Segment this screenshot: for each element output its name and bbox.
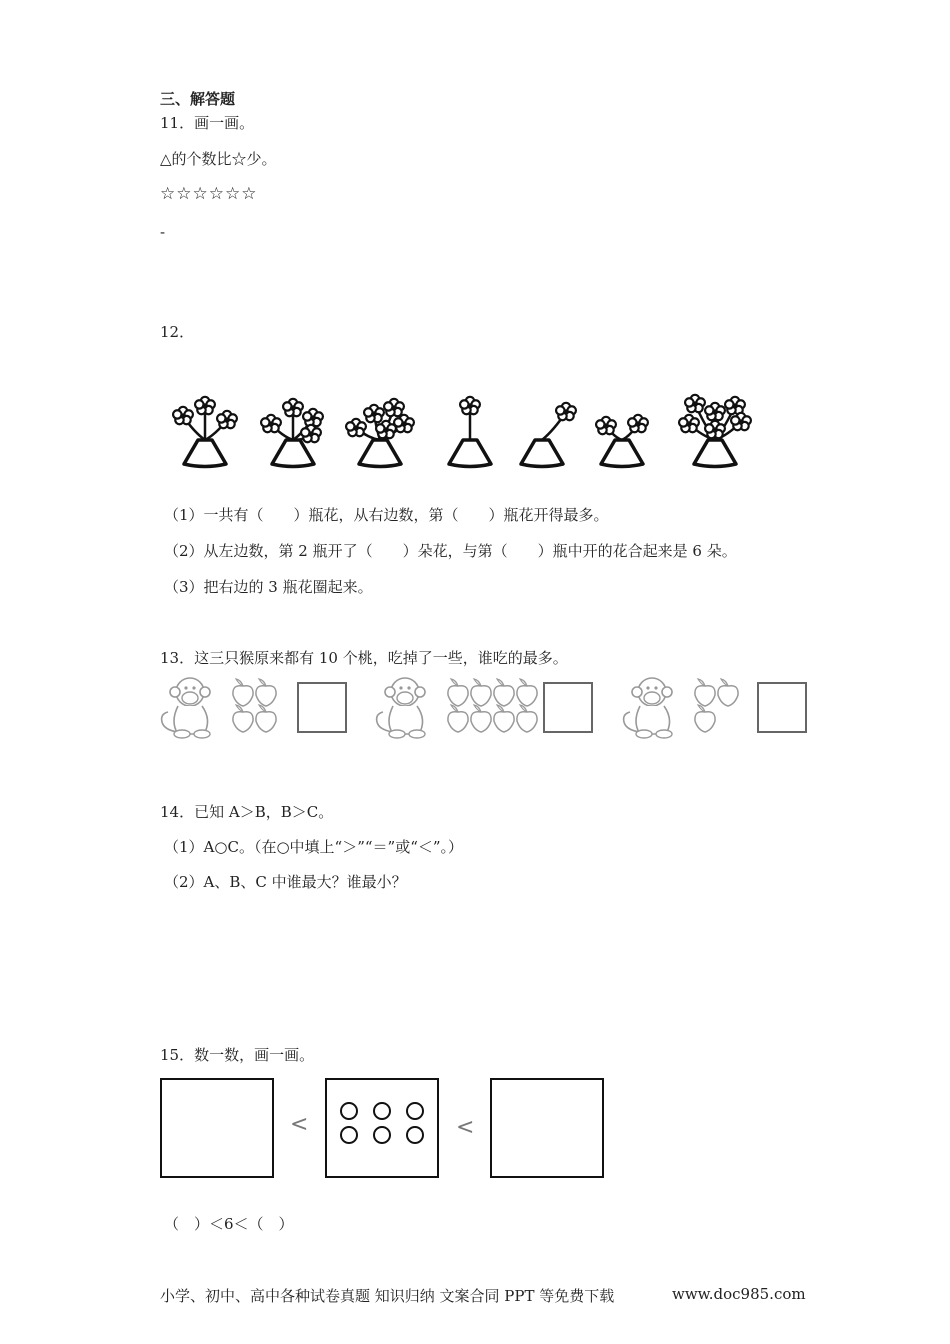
footer-url: www.doc985.com: [672, 1285, 806, 1303]
q15-text: 数一数，画一画。: [194, 1046, 315, 1064]
circle-mark: [374, 1127, 390, 1143]
peach-icon: [718, 679, 738, 706]
flower: [217, 411, 237, 428]
q14-sub2: （2）A、B、C 中谁最大？谁最小？: [164, 873, 407, 891]
q14-line: [160, 802, 333, 822]
flower: [679, 415, 699, 432]
monkey-icon: [162, 678, 210, 738]
q11-line: [160, 113, 254, 133]
question-number: 13．: [160, 649, 195, 667]
answer-box[interactable]: [298, 683, 346, 732]
peach-icon: [695, 679, 715, 706]
footer-left: 小学、初中、高中各种试卷真题 知识归纳 文案合同 PPT 等免费下载: [160, 1287, 615, 1305]
monkey-group: [162, 678, 346, 738]
q12-sub1: （1）一共有（ ）瓶花，从右边数，第（ ）瓶花开得最多。: [164, 506, 609, 524]
q12-sub3: （3）把右边的 3 瓶花圈起来。: [164, 578, 373, 596]
q12-number: 12．: [160, 323, 195, 341]
vase-shape: [521, 440, 563, 467]
q15-line: [160, 1045, 314, 1065]
flower: [705, 421, 725, 438]
answer-box[interactable]: [544, 683, 592, 732]
flower-vase: [596, 415, 648, 467]
peach-icon: [256, 679, 276, 706]
peach-icon: [695, 705, 715, 732]
peach-icon: [256, 705, 276, 732]
monkey-icon: [377, 678, 425, 738]
flower-vases-figure: [160, 388, 780, 478]
monkey-group: [377, 678, 592, 738]
flower: [705, 403, 725, 420]
peach-icon: [494, 679, 514, 706]
vase-shape: [601, 440, 643, 467]
peach-icon: [471, 705, 491, 732]
question-number: 14．: [160, 803, 195, 821]
question-number: 11．: [160, 114, 195, 132]
flower-vase: [449, 397, 491, 467]
flower: [303, 409, 323, 426]
monkey-group: [624, 678, 806, 738]
flower: [596, 417, 616, 434]
flower: [394, 415, 414, 432]
circle-mark: [407, 1127, 423, 1143]
vase-shape: [359, 440, 401, 467]
q13-line: [160, 648, 568, 668]
peach-icon: [448, 679, 468, 706]
vase-shape: [449, 440, 491, 467]
circle-mark: [341, 1127, 357, 1143]
circle-mark: [407, 1103, 423, 1119]
flower-vase: [679, 395, 751, 467]
flower: [301, 425, 321, 442]
circle-mark: [374, 1103, 390, 1119]
q14-text: 已知 A＞B，B＞C。: [194, 803, 334, 821]
q11-dash: -: [160, 223, 166, 241]
flower: [384, 399, 404, 416]
q14-sub1: （1）A○C。（在○中填上“＞”“＝”或“＜”。）: [164, 838, 464, 856]
answer-box-left[interactable]: [160, 1078, 274, 1178]
flower: [685, 395, 705, 412]
less-than-sign: <: [290, 1112, 309, 1137]
flower-vase: [346, 399, 414, 467]
q13-text: 这三只猴原来都有 10 个桃，吃掉了一些，谁吃的最多。: [194, 649, 568, 667]
vase-shape: [184, 440, 226, 467]
flower: [195, 397, 215, 414]
flower: [261, 415, 281, 432]
flower: [460, 397, 480, 414]
peach-icon: [471, 679, 491, 706]
flower: [346, 419, 366, 436]
flower: [628, 415, 648, 432]
less-than-sign: <: [456, 1115, 475, 1140]
vase-shape: [694, 440, 736, 467]
peach-icon: [517, 679, 537, 706]
peach-icon: [233, 705, 253, 732]
circles-box: [325, 1078, 439, 1178]
flower: [725, 397, 745, 414]
question-number: 15．: [160, 1046, 195, 1064]
flower-vase: [261, 399, 323, 467]
monkey-peach-figure: [160, 674, 820, 744]
peach-icon: [233, 679, 253, 706]
flower: [376, 421, 396, 438]
flower-vase: [173, 397, 237, 467]
flower: [364, 405, 384, 422]
peach-icon: [494, 705, 514, 732]
q15-answer: （ ）＜6＜（ ）: [164, 1215, 294, 1233]
flower: [173, 407, 193, 424]
flower-vase: [521, 403, 576, 467]
answer-box-right[interactable]: [490, 1078, 604, 1178]
circle-mark: [341, 1103, 357, 1119]
flower: [556, 403, 576, 420]
q12-sub2: （2）从左边数，第 2 瓶开了（ ）朵花，与第（ ）瓶中开的花合起来是 6 朵。: [164, 542, 737, 560]
vase-shape: [272, 440, 314, 467]
circles-figure: [327, 1080, 437, 1176]
q11-condition: △的个数比☆少。: [160, 150, 277, 168]
q11-stars: ☆☆☆☆☆☆: [160, 184, 258, 204]
q11-instruction: 画一画。: [194, 114, 255, 132]
answer-box[interactable]: [758, 683, 806, 732]
flower: [731, 413, 751, 430]
flower: [283, 399, 303, 416]
peach-icon: [448, 705, 468, 732]
monkey-icon: [624, 678, 672, 738]
section-title: 三、解答题: [160, 90, 236, 108]
peach-icon: [517, 705, 537, 732]
